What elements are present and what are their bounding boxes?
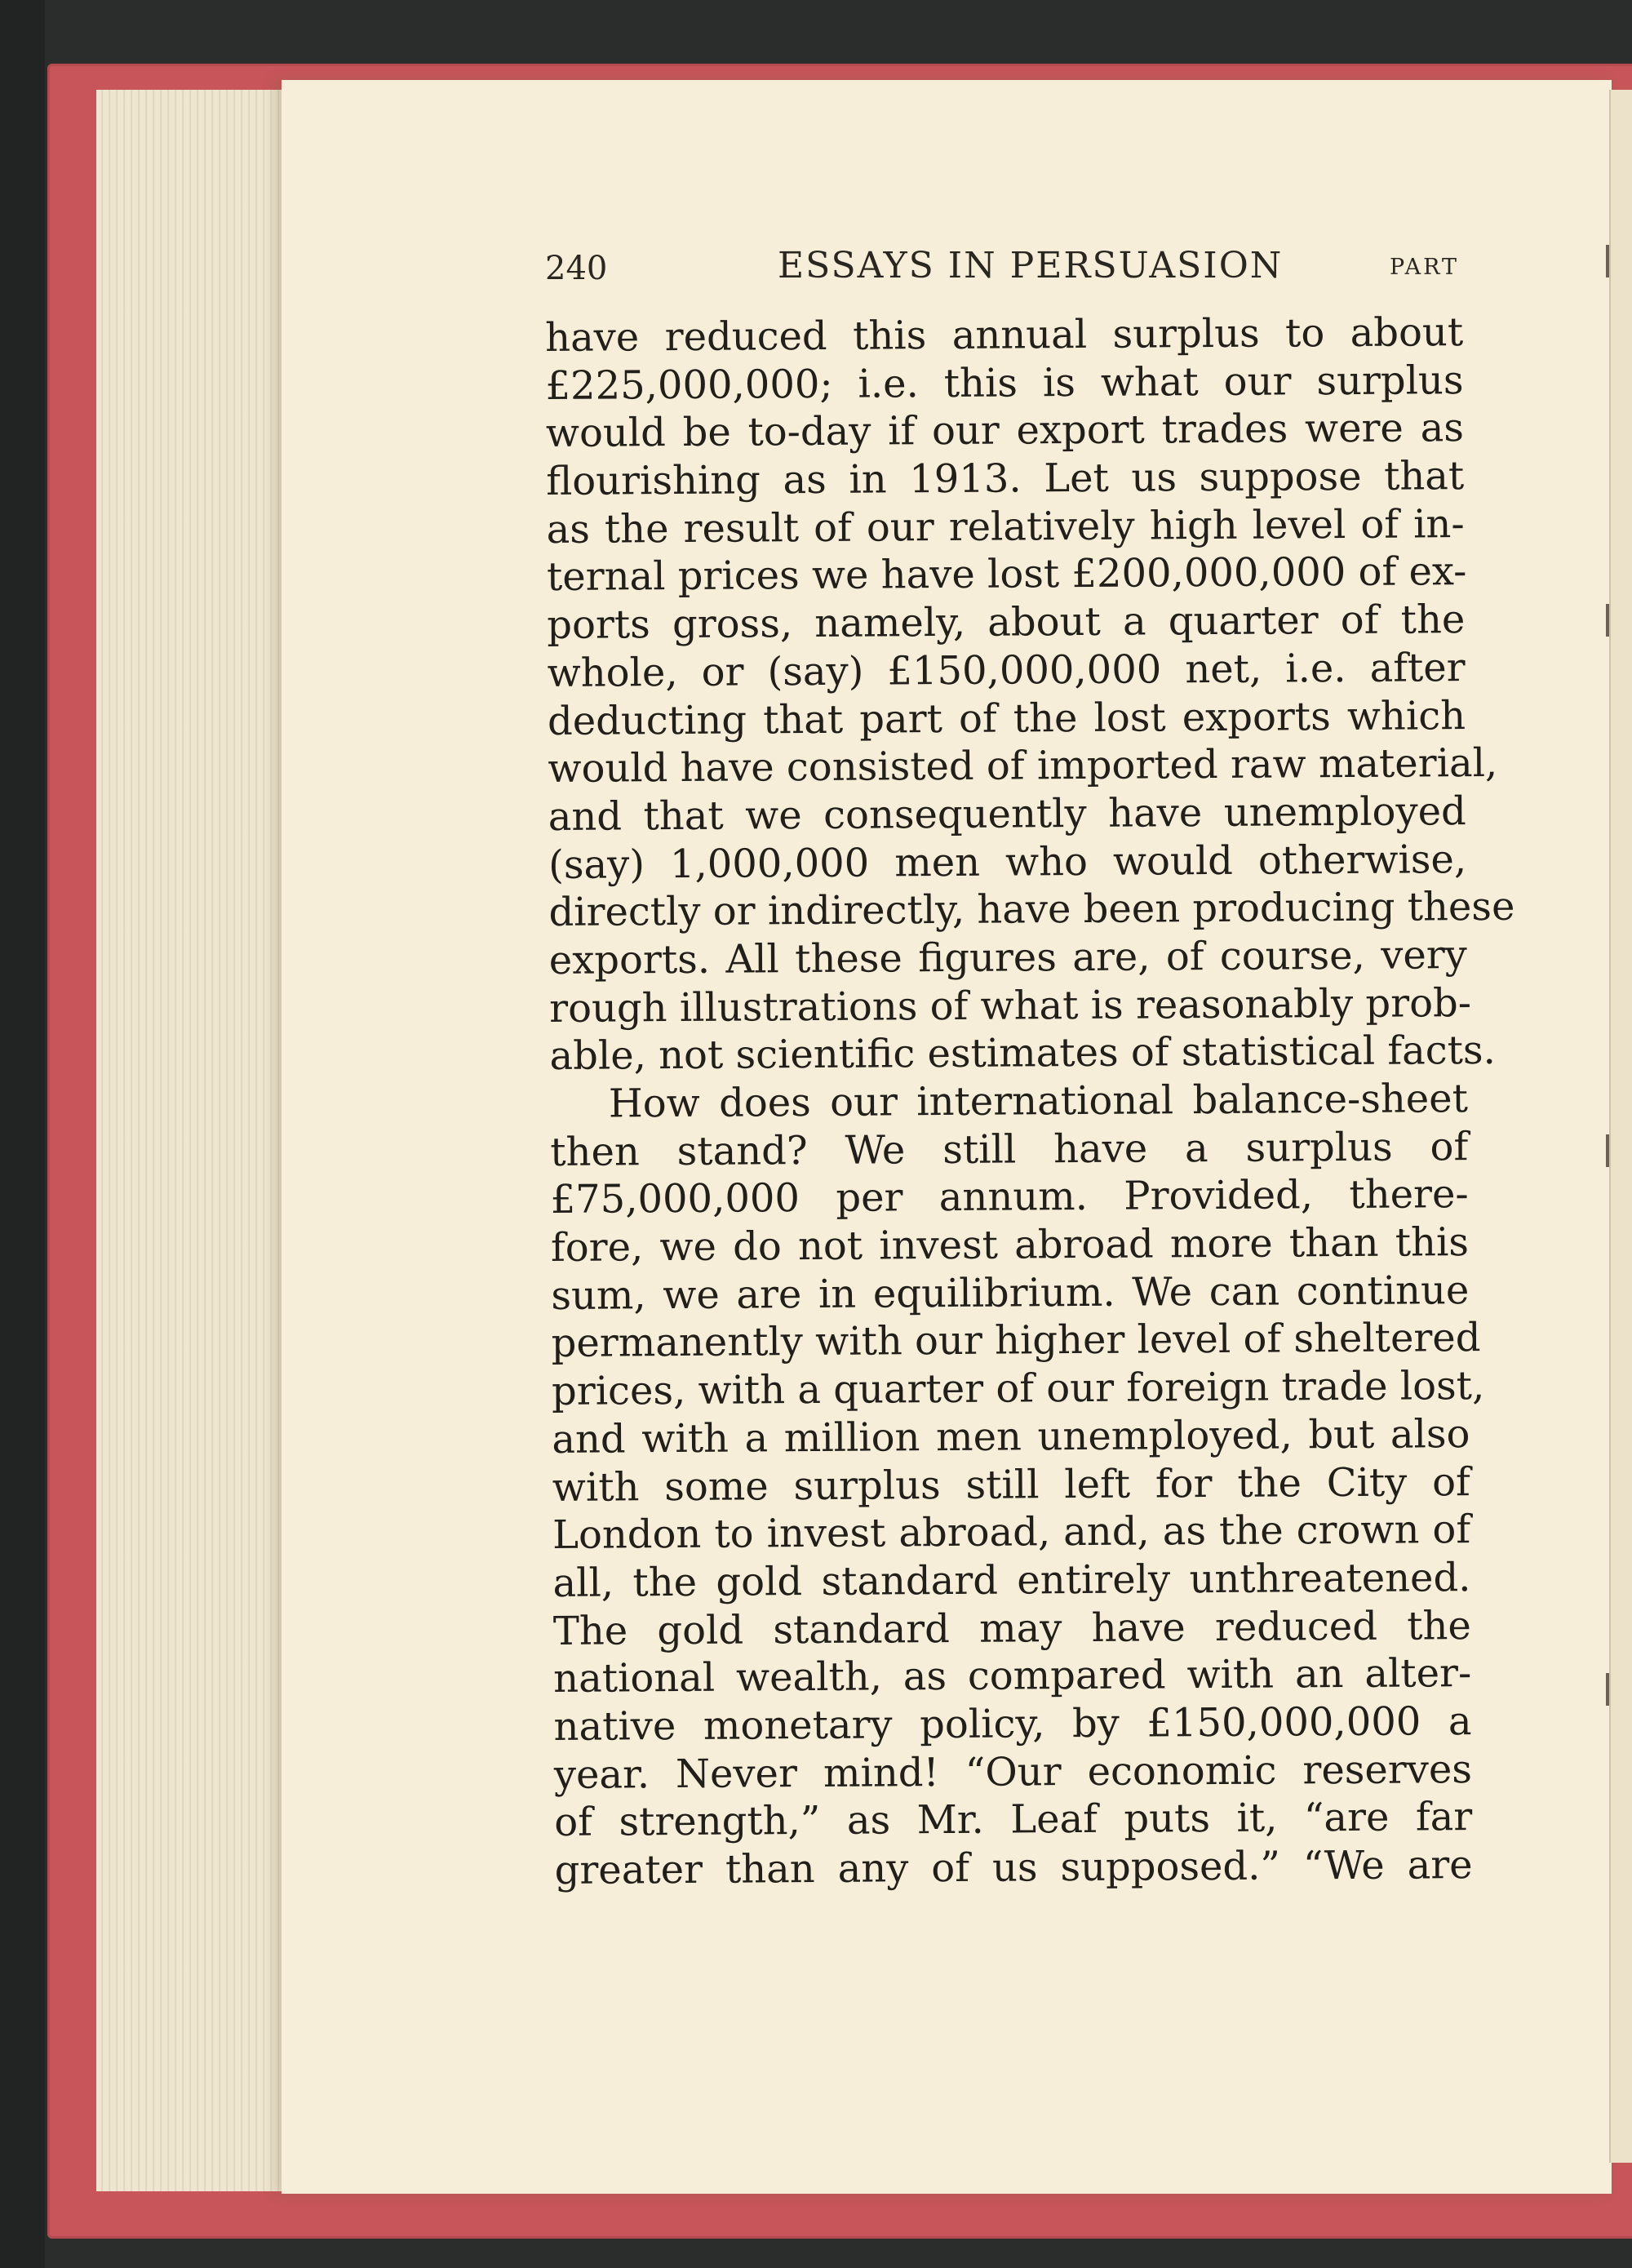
page-number: 240 <box>545 250 608 287</box>
page-mark <box>1606 1134 1609 1167</box>
text-line: rough illustrations of what is reasonably prob- <box>549 979 1472 1032</box>
text-line: of strength,” as Mr. Leaf puts it, “are far <box>554 1794 1473 1846</box>
text-line: and that we consequently have unemployed <box>548 788 1466 840</box>
text-line: deducting that part of the lost exports which <box>547 692 1466 744</box>
text-line: permanently with our higher level of sheltered <box>551 1315 1481 1367</box>
text-line: then stand? We still have a surplus of <box>550 1123 1469 1175</box>
text-line: and with a million men unemployed, but also <box>552 1410 1470 1462</box>
text-line: The gold standard may have reduced the <box>552 1602 1472 1654</box>
text-line: flourishing as in 1913. Let us suppose that <box>546 453 1465 505</box>
text-line: whole, or (say) £150,000,000 net, i.e. after <box>547 644 1466 696</box>
text-line: with some surplus still left for the City of <box>552 1458 1470 1511</box>
text-line: ternal prices we have lost £200,000,000 of ex- <box>546 548 1467 601</box>
text-line: national wealth, as compared with an alter- <box>553 1650 1472 1702</box>
text-line: native monetary policy, by £150,000,000 a <box>553 1698 1472 1750</box>
background-surface <box>0 0 45 2268</box>
facing-page-edge <box>1609 90 1632 2163</box>
text-line: would be to-day if our export trades were as <box>545 405 1465 457</box>
text-line: year. Never mind! “Our economic reserves <box>553 1746 1473 1798</box>
section-label: PART <box>1389 255 1459 280</box>
text-line: ports gross, namely, about a quarter of the <box>547 597 1466 649</box>
page-mark <box>1606 1673 1609 1706</box>
page-mark <box>1606 245 1609 277</box>
text-line: prices, with a quarter of our foreign trade lost, <box>551 1363 1485 1415</box>
text-line: would have consisted of imported raw material, <box>548 740 1498 792</box>
text-line: fore, we do not invest abroad more than this <box>550 1219 1470 1272</box>
text-line: £75,000,000 per annum. Provided, there- <box>550 1171 1469 1223</box>
text-line: £225,000,000; i.e. this is what our surplus <box>545 357 1464 409</box>
text-line: able, not scientific estimates of statistical facts. <box>549 1027 1497 1080</box>
text-line: How does our international balance-sheet <box>608 1076 1469 1127</box>
page-edges <box>96 90 300 2191</box>
running-title: ESSAYS IN PERSUASION <box>778 245 1284 286</box>
running-header <box>545 245 1459 294</box>
text-line: greater than any of us supposed.” “We are <box>554 1842 1473 1893</box>
text-line: London to invest abroad, and, as the crown of <box>552 1507 1471 1559</box>
page-mark <box>1606 604 1609 637</box>
text-line: sum, we are in equilibrium. We can continue <box>551 1267 1470 1319</box>
text-line: (say) 1,000,000 men who would otherwise, <box>548 836 1467 888</box>
body-text <box>545 308 1515 1895</box>
text-line: exports. All these figures are, of course, very <box>548 932 1467 983</box>
text-line: directly or indirectly, have been producing these <box>548 884 1515 936</box>
text-line: all, the gold standard entirely unthreatened. <box>552 1554 1471 1606</box>
text-line: as the result of our relatively high level of in- <box>546 500 1465 553</box>
text-line: have reduced this annual surplus to about <box>545 309 1464 361</box>
